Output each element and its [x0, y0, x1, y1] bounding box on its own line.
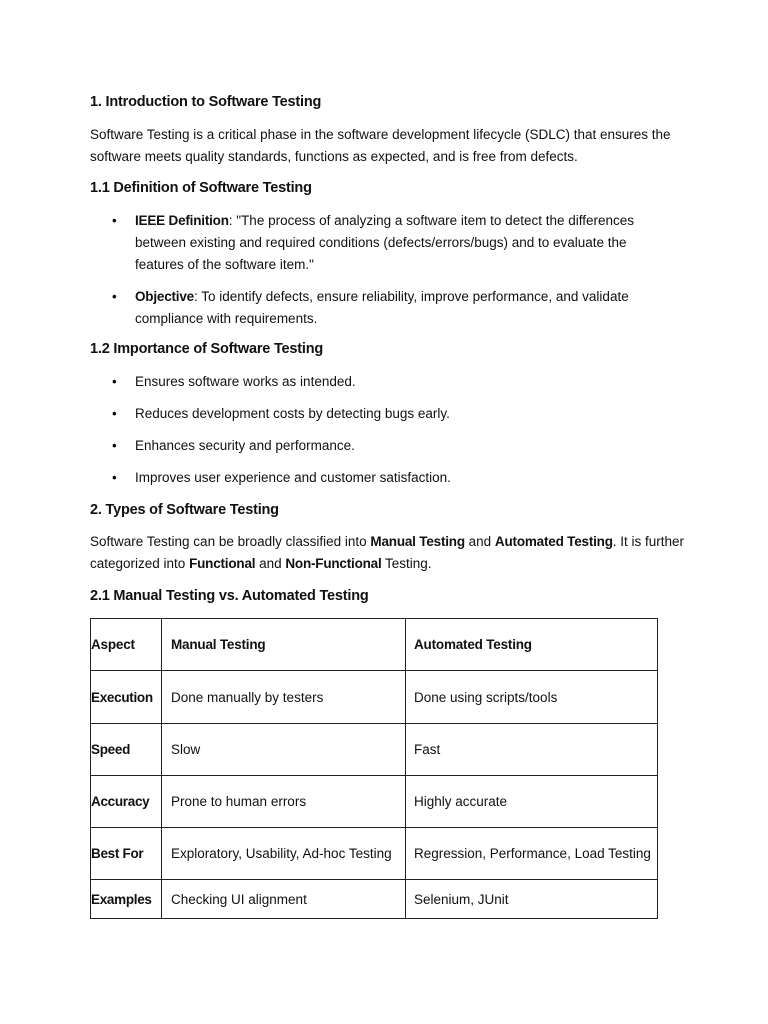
table-header-cell: Manual Testing — [162, 619, 406, 671]
importance-text: Enhances security and performance. — [135, 438, 355, 453]
comparison-table — [90, 618, 658, 919]
heading-comparison: 2.1 Manual Testing vs. Automated Testing — [90, 588, 369, 604]
table-cell: Exploratory, Usability, Ad-hoc Testing — [162, 828, 406, 880]
bullet-icon: • — [112, 438, 117, 453]
table-row — [91, 828, 658, 880]
table-header-row — [91, 619, 658, 671]
list-item — [112, 403, 672, 425]
list-item — [112, 286, 672, 330]
definition-term: IEEE Definition — [135, 213, 229, 228]
table-cell-aspect: Examples — [91, 880, 162, 919]
intro-paragraph: Software Testing is a critical phase in the software development lifecycle (SDLC) that ensures the software meets quality standards, functions as expected, and is free from defects. — [90, 127, 671, 164]
table-header-cell: Aspect — [91, 619, 162, 671]
table-cell: Regression, Performance, Load Testing — [406, 828, 658, 880]
table-cell: Prone to human errors — [162, 776, 406, 828]
table-cell-aspect: Best For — [91, 828, 162, 880]
table-cell-aspect: Execution — [91, 671, 162, 724]
importance-text: Ensures software works as intended. — [135, 374, 356, 389]
heading-importance: 1.2 Importance of Software Testing — [90, 341, 324, 357]
table-cell: Selenium, JUnit — [406, 880, 658, 919]
table-cell-aspect: Speed — [91, 724, 162, 776]
bullet-icon: • — [112, 374, 117, 389]
table-cell: Fast — [406, 724, 658, 776]
bullet-icon: • — [112, 470, 117, 485]
table-cell: Slow — [162, 724, 406, 776]
importance-text: Improves user experience and customer satisfaction. — [135, 470, 451, 485]
types-text: Software Testing can be broadly classified into — [90, 534, 371, 549]
table-cell: Done using scripts/tools — [406, 671, 658, 724]
types-bold: Manual Testing — [370, 534, 465, 549]
types-text: . It is further categorized into — [90, 534, 685, 571]
heading-introduction: 1. Introduction to Software Testing — [90, 94, 322, 110]
types-text: Testing. — [381, 556, 432, 571]
table-row — [91, 880, 658, 919]
types-bold: Functional — [189, 556, 256, 571]
definition-text: : "The process of analyzing a software item to detect the differences between existing and required conditions (defects/errors/bugs) and to evaluate the features of the software item." — [135, 213, 635, 272]
bullet-icon: • — [112, 289, 117, 304]
table-row — [91, 724, 658, 776]
definition-term: Objective — [135, 289, 194, 304]
list-item — [112, 467, 672, 489]
heading-definition: 1.1 Definition of Software Testing — [90, 180, 312, 196]
types-text: and — [255, 556, 286, 571]
table-header-cell: Automated Testing — [406, 619, 658, 671]
definition-text: : To identify defects, ensure reliability, improve performance, and validate compliance with requirements. — [135, 289, 629, 326]
table-row — [91, 776, 658, 828]
bullet-icon: • — [112, 213, 117, 228]
bullet-icon: • — [112, 406, 117, 421]
table-cell: Checking UI alignment — [162, 880, 406, 919]
list-item — [112, 371, 672, 393]
types-paragraph — [90, 531, 690, 575]
list-item — [112, 435, 672, 457]
table-cell: Highly accurate — [406, 776, 658, 828]
table-cell: Done manually by testers — [162, 671, 406, 724]
table-cell-aspect: Accuracy — [91, 776, 162, 828]
types-text: and — [464, 534, 495, 549]
types-bold: Non-Functional — [285, 556, 382, 571]
types-bold: Automated Testing — [494, 534, 613, 549]
heading-types: 2. Types of Software Testing — [90, 502, 279, 518]
table-row — [91, 671, 658, 724]
list-item — [112, 210, 672, 276]
importance-text: Reduces development costs by detecting bugs early. — [135, 406, 450, 421]
